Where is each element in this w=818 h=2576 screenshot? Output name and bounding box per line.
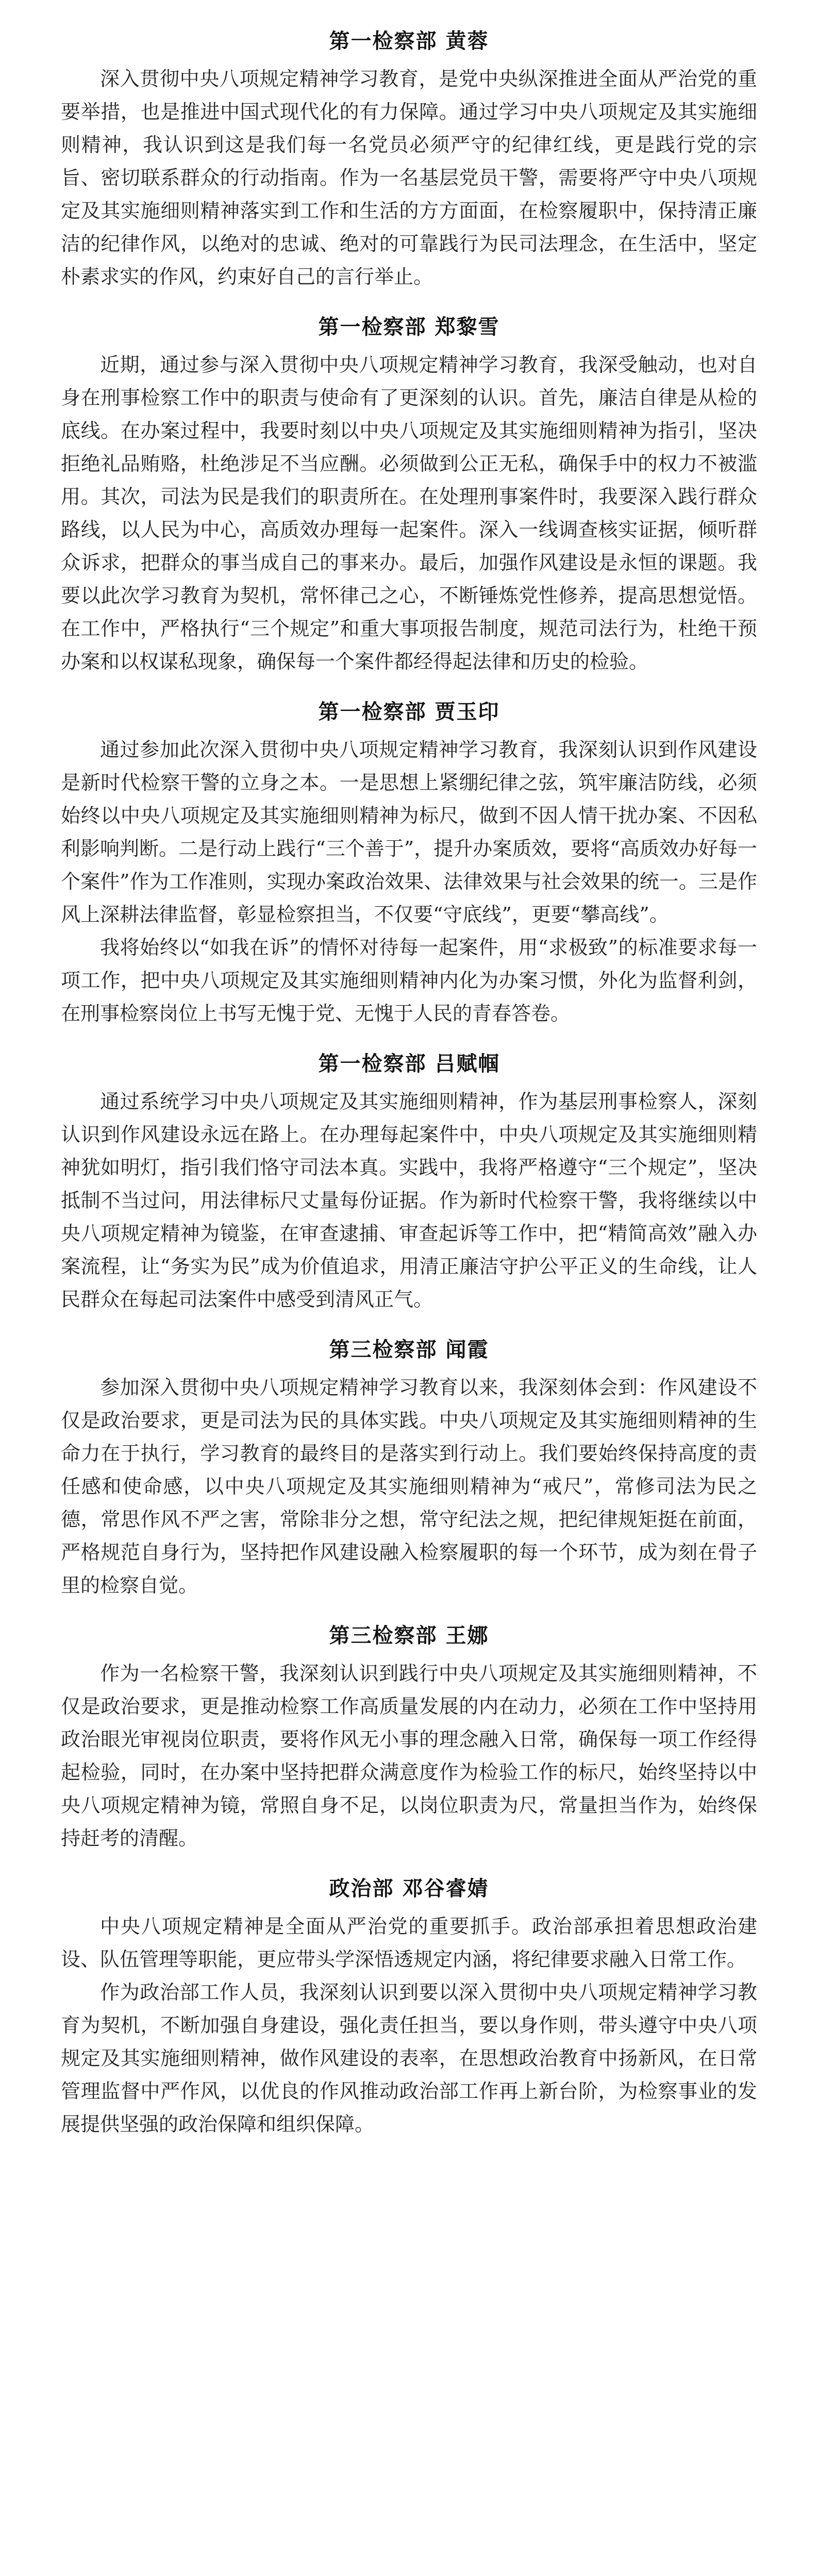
section-jia-yuyin	[61, 678, 757, 1030]
paragraph: 参加深入贯彻中央八项规定精神学习教育以来，我深刻体会到：作风建设不仅是政治要求，更是司法为民的具体实践。中央八项规定及其实施细则精神的生命力在于执行，学习教育的最终目的是落实到行动上。我们要始终保持高度的责任感和使命感，以中央八项规定及其实施细则精神为“戒尺”，常修司法为民之德，常思作风不严之害，常除非分之想，常守纪法之规，把纪律规矩挺在前面，严格规范自身行为，坚持把作风建设融入检察履职的每一个环节，成为刻在骨子里的检察自觉。	[61, 1376, 757, 1597]
paragraph: 通过参加此次深入贯彻中央八项规定精神学习教育，我深刻认识到作风建设是新时代检察干警的立身之本。一是思想上紧绷纪律之弦，筑牢廉洁防线，必须始终以中央八项规定及其实施细则精神为标尺，做到不因人情干扰办案、不因私利影响判断。二是行动上践行“三个善于”，提升办案质效，要将“高质效办好每一个案件”作为工作准则，实现办案政治效果、法律效果与社会效果的统一。三是作风上深耕法律监督，彰显检察担当，不仅要“守底线”，更要“攀高线”。	[61, 738, 757, 926]
paragraph: 深入贯彻中央八项规定精神学习教育，是党中央纵深推进全面从严治党的重要举措，也是推进中国式现代化的有力保障。通过学习中央八项规定及其实施细则精神，我认识到这是我们每一名党员必须严守的纪律红线，更是践行党的宗旨、密切联系群众的行动指南。作为一名基层党员干警，需要将严守中央八项规定及其实施细则精神落实到工作和生活的方方面面，在检察履职中，保持清正廉洁的纪律作风，以绝对的忠诚、绝对的可靠践行为民司法理念，在生活中，坚定朴素求实的作风，约束好自己的言行举止。	[61, 67, 757, 288]
paragraph: 作为一名检察干警，我深刻认识到践行中央八项规定及其实施细则精神，不仅是政治要求，更是推动检察工作高质量发展的内在动力，必须在工作中坚持用政治眼光审视岗位职责，要将作风无小事的理念融入日常，确保每一项工作经得起检验，同时，在办案中坚持把群众满意度作为检验工作的标尺，始终坚持以中央八项规定精神为镜，常照自身不足，以岗位职责为尺，常量担当作为，始终保持赶考的清醒。	[61, 1662, 757, 1850]
section-title: 第一检察部 黄蓉	[329, 29, 489, 53]
section-title: 第三检察部 闻霞	[329, 1338, 489, 1362]
section-zheng-lixue	[61, 293, 757, 678]
section-title: 第一检察部 郑黎雪	[318, 315, 500, 339]
paragraph: 作为政治部工作人员，我深刻认识到要以深入贯彻中央八项规定精神学习教育为契机，不断加强自身建设，强化责任担当，要以身作则，带头遵守中央八项规定及其实施细则精神，做作风建设的表率，在思想政治教育中扬新风，在日常管理监督中严作风，以优良的作风推动政治部工作再上新台阶，为检察事业的发展提供坚强的政治保障和组织保障。	[61, 1981, 757, 2136]
section-deng-gu-ruijing	[61, 1855, 757, 2141]
section-lv-fuguo	[61, 1030, 757, 1316]
paragraph: 通过系统学习中央八项规定及其实施细则精神，作为基层刑事检察人，深刻认识到作风建设永远在路上。在办理每起案件中，中央八项规定及其实施细则精神犹如明灯，指引我们恪守司法本真。实践中，我将严格遵守“三个规定”，坚决抵制不当过问，用法律标尺丈量每份证据。作为新时代检察干警，我将继续以中央八项规定精神为镜鉴，在审查逮捕、审查起诉等工作中，把“精简高效”融入办案流程，让“务实为民”成为价值追求，用清正廉洁守护公平正义的生命线，让人民群众在每起司法案件中感受到清风正气。	[61, 1090, 757, 1311]
paragraph: 中央八项规定精神是全面从严治党的重要抓手。政治部承担着思想政治建设、队伍管理等职能，更应带头学深悟透规定内涵，将纪律要求融入日常工作。	[61, 1915, 757, 1971]
section-huang-rong	[61, 25, 757, 293]
section-wen-xia	[61, 1316, 757, 1602]
section-title: 第三检察部 王娜	[329, 1624, 489, 1648]
section-wang-na	[61, 1602, 757, 1855]
section-title: 第一检察部 贾玉印	[318, 700, 500, 724]
section-title: 第一检察部 吕赋帼	[318, 1052, 500, 1076]
paragraph: 近期，通过参与深入贯彻中央八项规定精神学习教育，我深受触动，也对自身在刑事检察工作中的职责与使命有了更深刻的认识。首先，廉洁自律是从检的底线。在办案过程中，我要时刻以中央八项规定及其实施细则精神为指引，坚决拒绝礼品贿赂，杜绝涉足不当应酬。必须做到公正无私，确保手中的权力不被滥用。其次，司法为民是我们的职责所在。在处理刑事案件时，我要深入践行群众路线，以人民为中心，高质效办理每一起案件。深入一线调查核实证据，倾听群众诉求，把群众的事当成自己的事来办。最后，加强作风建设是永恒的课题。我要以此次学习教育为契机，常怀律己之心，不断锤炼党性修养，提高思想觉悟。在工作中，严格执行“三个规定”和重大事项报告制度，规范司法行为，杜绝干预办案和以权谋私现象，确保每一个案件都经得起法律和历史的检验。	[61, 353, 757, 673]
paragraph: 我将始终以“如我在诉”的情怀对待每一起案件，用“求极致”的标准要求每一项工作，把中央八项规定及其实施细则精神内化为办案习惯，外化为监督利剑，在刑事检察岗位上书写无愧于党、无愧于人民的青春答卷。	[61, 936, 757, 1025]
section-title: 政治部 邓谷睿婧	[329, 1877, 489, 1901]
